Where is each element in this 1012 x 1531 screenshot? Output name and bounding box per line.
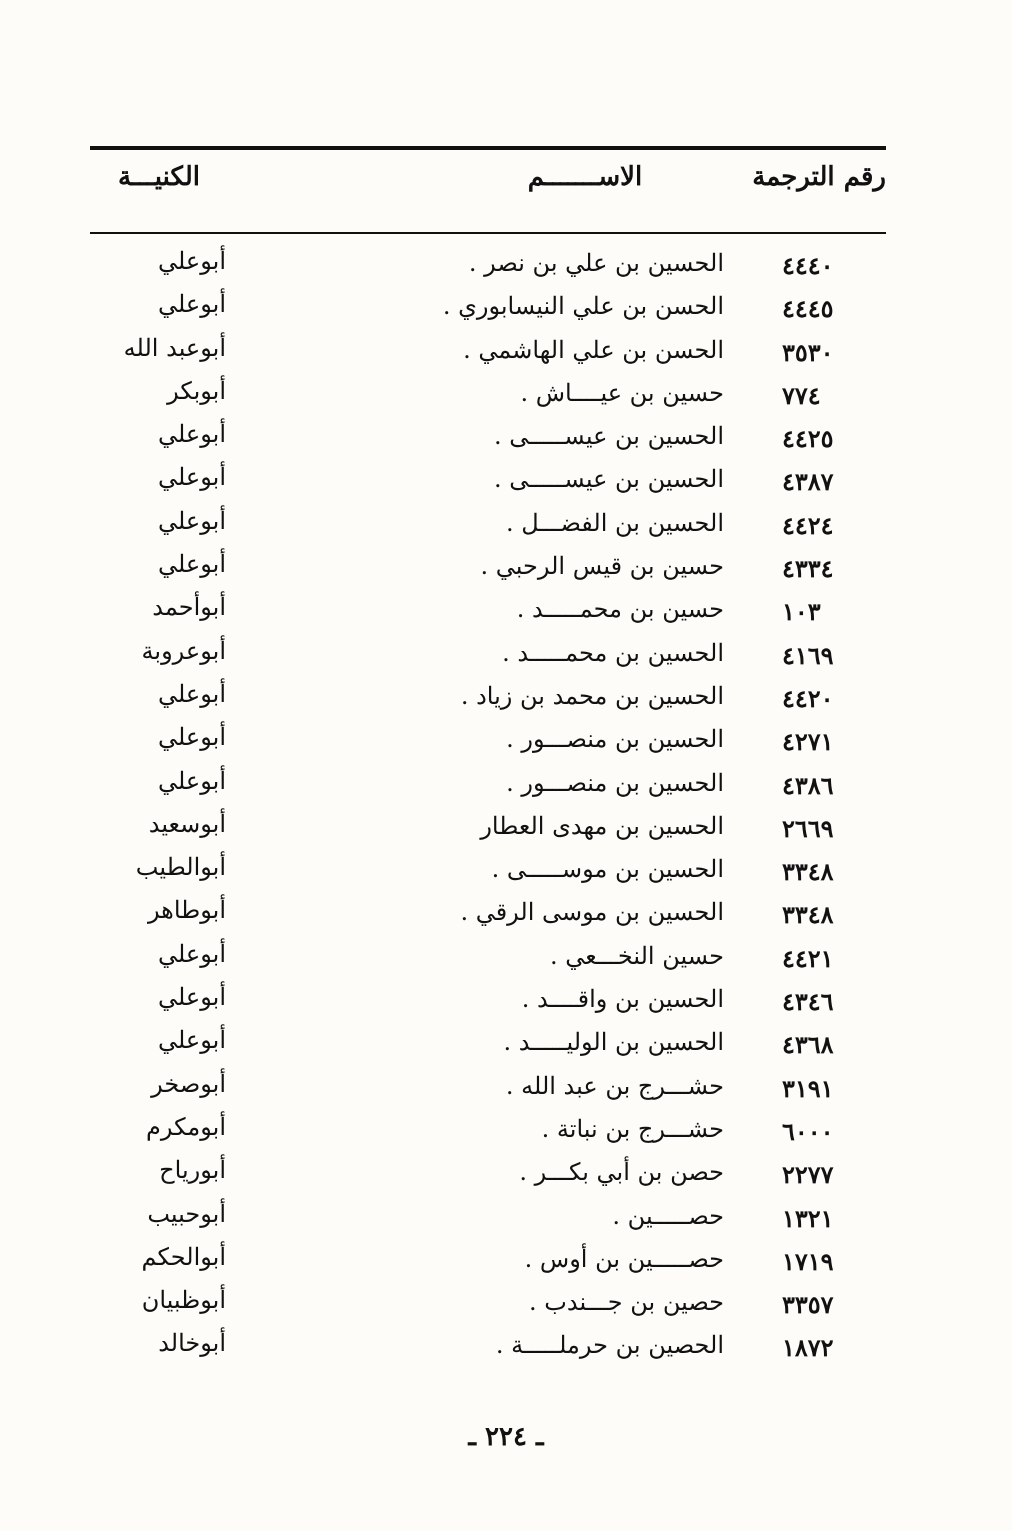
person-name: حسين النخـــعي . bbox=[549, 941, 724, 970]
table-row bbox=[0, 1156, 1012, 1199]
header-rule bbox=[90, 232, 886, 234]
biography-number: ٣٣٤٨ bbox=[782, 857, 834, 887]
biography-number: ٢٦٦٩ bbox=[782, 813, 834, 843]
table-row bbox=[0, 1026, 1012, 1069]
kunya: أبوعلي bbox=[157, 766, 226, 795]
biography-number: ٤٣٦٨ bbox=[782, 1030, 834, 1060]
biography-number: ٤٤٤٥ bbox=[782, 294, 834, 324]
kunya: أبوالحكم bbox=[141, 1242, 226, 1271]
kunya: أبورياح bbox=[159, 1156, 226, 1185]
table-row bbox=[0, 680, 1012, 723]
table-row bbox=[0, 420, 1012, 463]
kunya: أبومكرم bbox=[146, 1112, 226, 1141]
biography-number: ٤٤٢٤ bbox=[782, 510, 834, 540]
person-name: حسين بن قيس الرحبي . bbox=[480, 552, 724, 581]
biography-number: ٤١٦٩ bbox=[782, 640, 834, 670]
kunya: أبوعلي bbox=[157, 723, 226, 752]
person-name: حسين بن عيــــاش . bbox=[520, 378, 724, 407]
kunya: أبوالطيب bbox=[135, 853, 226, 882]
person-name: حصـــــين بن أوس . bbox=[524, 1244, 724, 1273]
person-name: الحسن بن علي النيسابوري . bbox=[442, 292, 724, 321]
biography-number: ٦٠٠٠ bbox=[782, 1116, 834, 1146]
person-name: حشـــرج بن عبد الله . bbox=[505, 1071, 724, 1100]
biography-number: ٧٧٤ bbox=[782, 380, 821, 410]
top-rule bbox=[90, 146, 886, 150]
person-name: الحسين بن الوليـــــد . bbox=[503, 1028, 724, 1057]
table-row bbox=[0, 290, 1012, 333]
table-row bbox=[0, 1243, 1012, 1286]
person-name: الحصين بن حرملـــــة . bbox=[495, 1331, 724, 1360]
person-name: الحسين بن منصـــور . bbox=[506, 768, 724, 797]
person-name: الحسين بن علي بن نصر . bbox=[468, 249, 724, 277]
kunya: أبوطاهر bbox=[147, 896, 226, 925]
page-number: ـ ٢٢٤ ـ bbox=[468, 1422, 544, 1452]
table-row bbox=[0, 1286, 1012, 1329]
person-name: حشـــرج بن نباتة . bbox=[541, 1114, 724, 1143]
table-row bbox=[0, 507, 1012, 550]
person-name: الحسين بن مهدى العطار bbox=[480, 811, 724, 840]
table-row bbox=[0, 463, 1012, 506]
kunya: أبوسعيد bbox=[148, 809, 226, 838]
kunya: أبوعلي bbox=[157, 247, 226, 275]
biography-number: ٤٤٤٠ bbox=[782, 251, 834, 280]
biography-number: ٤٤٢٥ bbox=[782, 424, 834, 454]
table-row bbox=[0, 1113, 1012, 1156]
biography-number: ٤٤٢١ bbox=[782, 943, 834, 973]
person-name: الحسين بن عيســـــى . bbox=[494, 465, 724, 494]
table-row bbox=[0, 983, 1012, 1026]
header-kunya: الكنيـــة bbox=[118, 162, 200, 192]
biography-number: ٢٢٧٧ bbox=[782, 1160, 834, 1190]
kunya: أبوعلي bbox=[157, 679, 226, 708]
kunya: أبوعبد الله bbox=[123, 333, 226, 362]
kunya: أبوعلي bbox=[157, 463, 226, 492]
person-name: حصـــــين . bbox=[612, 1201, 724, 1230]
kunya: أبوعلي bbox=[157, 506, 226, 535]
biography-number: ٤٣٨٦ bbox=[782, 770, 834, 800]
kunya: أبوظبيان bbox=[141, 1286, 226, 1315]
table-row bbox=[0, 593, 1012, 636]
biography-number: ١٧١٩ bbox=[782, 1246, 834, 1276]
header-biography-number: رقم الترجمة bbox=[752, 162, 886, 192]
person-name: الحسين بن موســـــى . bbox=[491, 855, 724, 884]
person-name: حسين بن محمـــــد . bbox=[516, 595, 724, 624]
kunya: أبوبكر bbox=[167, 376, 226, 405]
table-row bbox=[0, 247, 1012, 290]
biography-number: ٣٣٥٧ bbox=[782, 1290, 834, 1320]
biography-number: ٣٣٤٨ bbox=[782, 900, 834, 930]
person-name: الحسين بن الفضـــل . bbox=[505, 508, 724, 537]
table-row bbox=[0, 377, 1012, 420]
kunya: أبوحبيب bbox=[147, 1199, 226, 1228]
biography-number: ١٣٢١ bbox=[782, 1203, 834, 1233]
biography-number: ٤٤٢٠ bbox=[782, 683, 834, 713]
biography-number: ٤٣٨٧ bbox=[782, 467, 834, 497]
person-name: الحسين بن واقــــد . bbox=[521, 985, 724, 1014]
biography-number: ٤٢٧١ bbox=[782, 727, 834, 757]
person-name: الحسين بن عيســـــى . bbox=[494, 422, 724, 451]
biography-number: ١٨٧٢ bbox=[782, 1333, 834, 1363]
kunya: أبوأحمد bbox=[152, 593, 226, 622]
index-table bbox=[0, 247, 1012, 1373]
kunya: أبوعلي bbox=[157, 939, 226, 968]
person-name: الحسين بن محمـــــد . bbox=[502, 638, 724, 667]
biography-number: ٣٥٣٠ bbox=[782, 337, 834, 367]
biography-number: ٤٣٤٦ bbox=[782, 987, 834, 1017]
biography-number: ٣١٩١ bbox=[782, 1073, 834, 1103]
person-name: حصين بن جـــندب . bbox=[529, 1288, 724, 1317]
person-name: الحسين بن منصـــور . bbox=[506, 725, 724, 754]
kunya: أبوخالد bbox=[158, 1329, 226, 1358]
kunya: أبوعلي bbox=[157, 420, 226, 449]
table-row bbox=[0, 767, 1012, 810]
kunya: أبوعلي bbox=[157, 290, 226, 319]
table-row bbox=[0, 723, 1012, 766]
table-row bbox=[0, 810, 1012, 853]
table-row bbox=[0, 940, 1012, 983]
table-row bbox=[0, 1200, 1012, 1243]
header-name: الاســـــــم bbox=[527, 162, 643, 192]
table-row bbox=[0, 896, 1012, 939]
person-name: الحسين بن محمد بن زياد . bbox=[460, 681, 724, 710]
kunya: أبوعروبة bbox=[141, 636, 226, 665]
table-row bbox=[0, 334, 1012, 377]
kunya: أبوعلي bbox=[157, 1026, 226, 1055]
person-name: الحسين بن موسى الرقي . bbox=[460, 898, 724, 927]
person-name: الحسن بن علي الهاشمي . bbox=[463, 335, 724, 364]
table-row bbox=[0, 637, 1012, 680]
table-row bbox=[0, 550, 1012, 593]
kunya: أبوصخر bbox=[151, 1069, 226, 1098]
biography-number: ٤٣٣٤ bbox=[782, 554, 834, 584]
table-row bbox=[0, 1329, 1012, 1372]
table-row bbox=[0, 1070, 1012, 1113]
person-name: حصن بن أبي بكـــر . bbox=[519, 1158, 724, 1187]
kunya: أبوعلي bbox=[157, 550, 226, 579]
kunya: أبوعلي bbox=[157, 983, 226, 1012]
table-row bbox=[0, 853, 1012, 896]
biography-number: ١٠٣ bbox=[782, 597, 821, 627]
